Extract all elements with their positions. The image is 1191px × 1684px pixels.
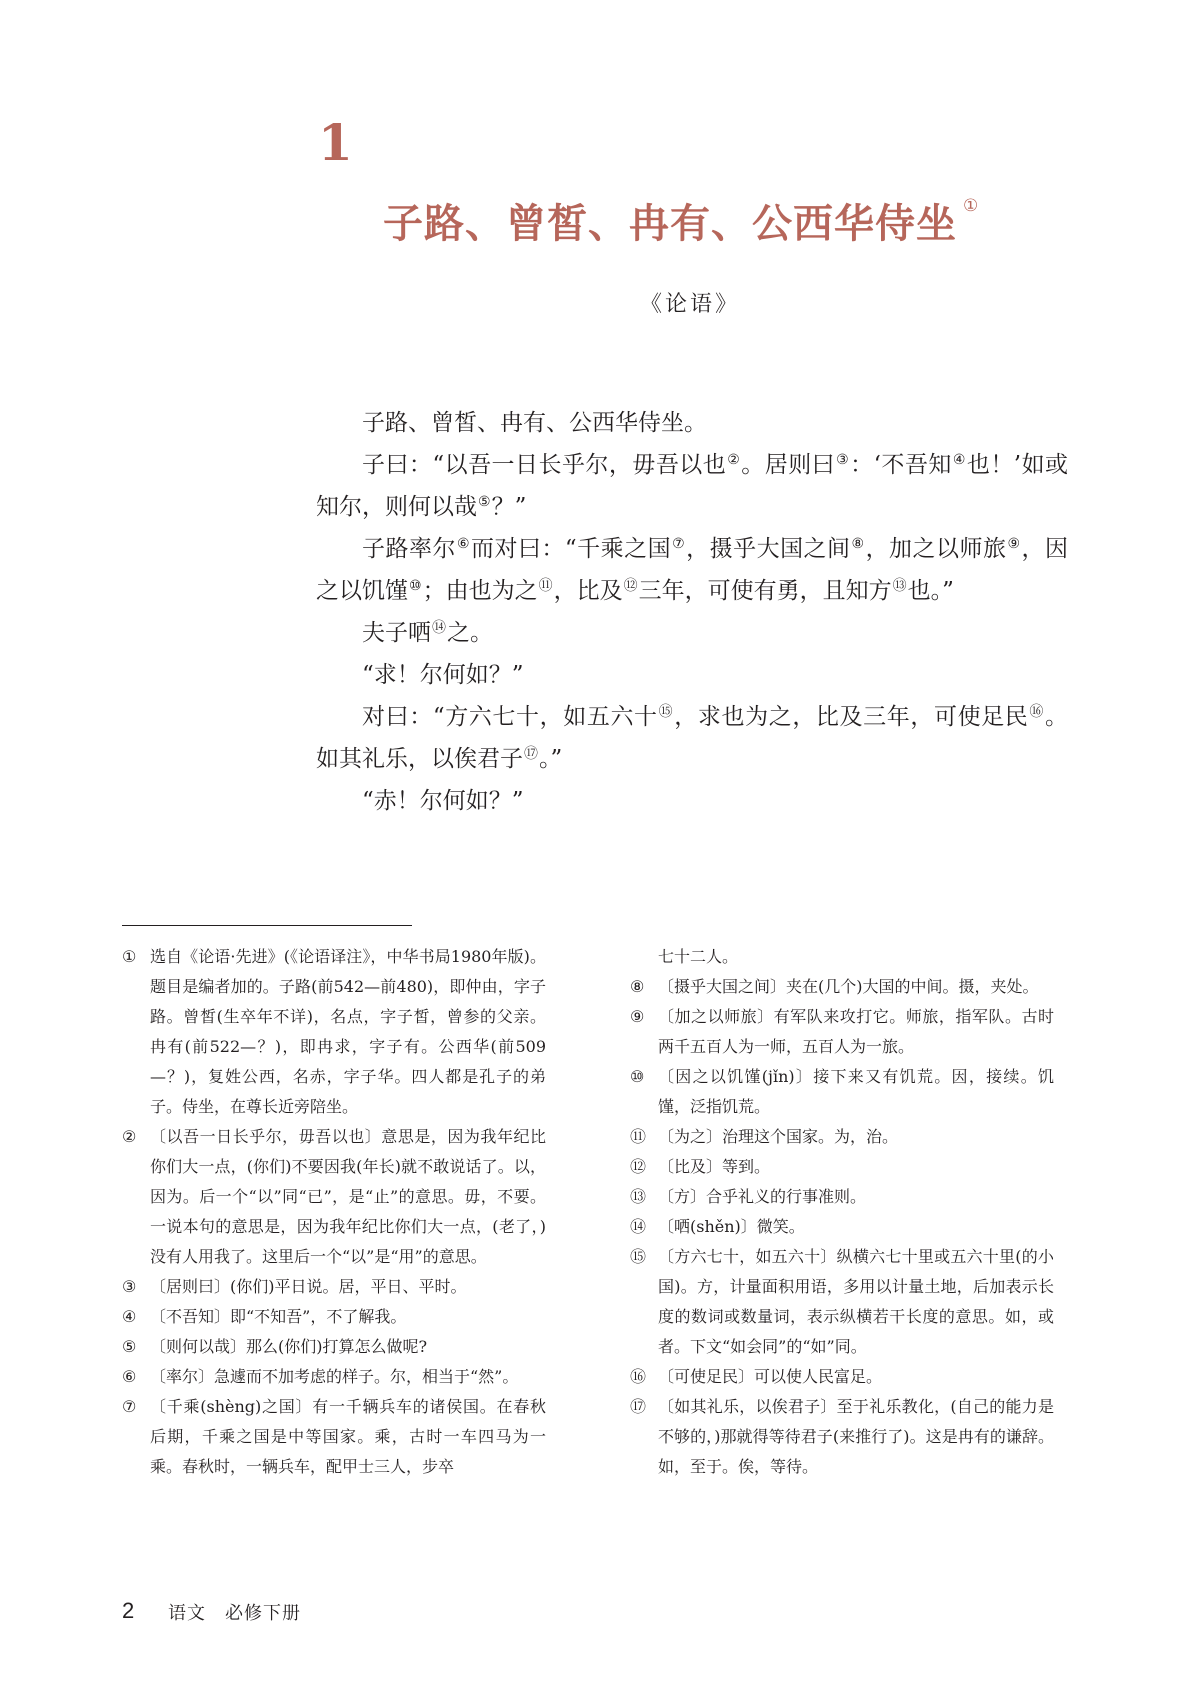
body-text: 也！’如或知尔，则何以哉 bbox=[316, 452, 1069, 520]
footnote bbox=[630, 1002, 1054, 1062]
footnote-text: 〔如其礼乐，以俟君子〕至于礼乐教化，(自己的能力是不够的，)那就得等待君子(来推行了)。这是冉有的谦辞。如，至于。俟，等待。 bbox=[658, 1397, 1054, 1476]
footnote-marker: ④ bbox=[952, 452, 966, 468]
lesson-title-text: 子路、曾皙、冉有、公西华侍坐 bbox=[383, 200, 957, 247]
footnote-number: ⑤ bbox=[122, 1337, 137, 1356]
footnote-marker: ⑯ bbox=[1029, 704, 1045, 720]
body-text: ；由也为之 bbox=[422, 578, 538, 604]
footnote bbox=[122, 1392, 546, 1482]
footnote-number: ③ bbox=[122, 1277, 137, 1296]
footnote-number: ⑭ bbox=[630, 1217, 647, 1236]
footnote-number: ⑮ bbox=[630, 1247, 647, 1266]
body-text: 之。 bbox=[447, 620, 493, 646]
body-text: ？” bbox=[491, 494, 527, 520]
footnote-number: ⑰ bbox=[630, 1397, 647, 1416]
footnote-marker: ⑤ bbox=[478, 494, 491, 510]
footnote-text: 〔居则曰〕(你们)平日说。居，平日、平时。 bbox=[150, 1277, 467, 1296]
body-paragraph bbox=[316, 780, 1068, 822]
footnote bbox=[630, 1242, 1054, 1362]
footnote-number: ⑩ bbox=[630, 1067, 645, 1086]
body-text: ，摄乎大国之间 bbox=[686, 536, 851, 562]
body-text: 而对曰：“千乘之国 bbox=[470, 536, 672, 562]
body-text: “赤！尔何如？” bbox=[362, 788, 524, 814]
footnote-text: 〔哂(shěn)〕微笑。 bbox=[658, 1217, 805, 1236]
footnote-number: ① bbox=[122, 947, 137, 966]
body-text: 三年，可使有勇，且知方 bbox=[638, 578, 892, 604]
footnote-number: ⑯ bbox=[630, 1367, 647, 1386]
body-text: 夫子哂 bbox=[362, 620, 431, 646]
footnote-marker: ⑮ bbox=[658, 704, 674, 720]
lesson-title bbox=[383, 196, 980, 247]
footnote bbox=[122, 1362, 546, 1392]
footnote bbox=[122, 942, 546, 1122]
footnote bbox=[630, 1362, 1054, 1392]
footnote bbox=[122, 1122, 546, 1272]
body-text: ，因之以饥馑 bbox=[316, 536, 1069, 604]
footnote-text: 〔不吾知〕即“不知吾”，不了解我。 bbox=[150, 1307, 407, 1326]
body-text: 也。” bbox=[907, 578, 954, 604]
body-text: 。居则曰 bbox=[741, 452, 836, 478]
body-text: ，比及 bbox=[553, 578, 623, 604]
footnote-text: 〔可使足民〕可以使人民富足。 bbox=[658, 1367, 883, 1386]
body-text: 。” bbox=[539, 746, 563, 772]
page-number: 2 bbox=[122, 1598, 135, 1623]
footnote bbox=[630, 972, 1054, 1002]
footnote-number: ⑧ bbox=[630, 977, 645, 996]
footnote-number: ⑬ bbox=[630, 1187, 647, 1206]
footnote-text: 〔为之〕治理这个国家。为，治。 bbox=[658, 1127, 899, 1146]
body-text: ：‘不吾知 bbox=[850, 452, 952, 478]
body-text: 对曰：“方六七十，如五六十 bbox=[362, 704, 658, 730]
footnote bbox=[630, 942, 1054, 972]
footnote-marker: ⑫ bbox=[623, 578, 638, 594]
footnote-text: 〔方〕合乎礼义的行事准则。 bbox=[658, 1187, 867, 1206]
lesson-number: 1 bbox=[318, 113, 353, 172]
footnote-marker: ⑥ bbox=[456, 536, 470, 552]
footnote-text: 〔率尔〕急遽而不加考虑的样子。尔，相当于“然”。 bbox=[150, 1367, 519, 1386]
body-text: ，加之以师旅 bbox=[865, 536, 1007, 562]
footnote-number: ⑨ bbox=[630, 1007, 645, 1026]
footnote-text: 〔摄乎大国之间〕夹在(几个)大国的中间。摄，夹处。 bbox=[658, 977, 1039, 996]
footnote bbox=[122, 1302, 546, 1332]
footnote-number: ⑪ bbox=[630, 1127, 647, 1146]
footnote-text: 〔则何以哉〕那么(你们)打算怎么做呢? bbox=[150, 1337, 428, 1356]
footnote-marker: ⑧ bbox=[851, 536, 865, 552]
footnote-text: 〔千乘(shèng)之国〕有一千辆兵车的诸侯国。在春秋后期，千乘之国是中等国家。乘，古时一车四马为一乘。春秋时，一辆兵车，配甲士三人，步卒 bbox=[150, 1397, 546, 1476]
footnote-text: 〔方六七十，如五六十〕纵横六七十里或五六十里(的小国)。方，计量面积用语，多用以计量土地，后加表示长度的数词或数量词，表示纵横若干长度的意思。如，或者。下文“如会同”的“如”同。 bbox=[658, 1247, 1054, 1356]
footnote-divider bbox=[122, 925, 412, 926]
body-text: 。如其礼乐，以俟君子 bbox=[316, 704, 1069, 772]
footnote-marker: ⑬ bbox=[892, 578, 907, 594]
footnote-number: ⑦ bbox=[122, 1397, 137, 1416]
footnote-marker: ⑩ bbox=[409, 578, 422, 594]
title-footnote-marker: ① bbox=[963, 196, 980, 216]
footnotes-left-column bbox=[122, 942, 546, 1482]
body-paragraph bbox=[316, 528, 1068, 612]
footnote-text: 选自《论语·先进》(《论语译注》，中华书局1980年版)。题目是编者加的。子路(前542—前480)，即仲由，字子路。曾皙(生卒年不详)，名点，字子皙，曾参的父亲。冉有(前522—？)，即冉求，字子有。公西华(前509—？)，复姓公西，名赤，字子华。四人都是孔子的弟子。侍坐，在尊长近旁陪坐。 bbox=[150, 947, 546, 1116]
body-paragraph bbox=[316, 444, 1068, 528]
footnote bbox=[630, 1392, 1054, 1482]
footnotes-right-column bbox=[630, 942, 1054, 1482]
footnote-text: 〔比及〕等到。 bbox=[658, 1157, 771, 1176]
body-text: 子路率尔 bbox=[362, 536, 456, 562]
footnote-text: 〔以吾一日长乎尔，毋吾以也〕意思是，因为我年纪比你们大一点，(你们)不要因我(年长)就不敢说话了。以，因为。后一个“以”同“已”，是“止”的意思。毋，不要。一说本句的意思是，因为我年纪比你们大一点，(老了，)没有人用我了。这里后一个“以”是“用”的意思。 bbox=[150, 1127, 546, 1266]
book-label: 语文 必修下册 bbox=[168, 1603, 301, 1624]
footnote-text: 〔因之以饥馑(jǐn)〕接下来又有饥荒。因，接续。饥馑，泛指饥荒。 bbox=[658, 1067, 1054, 1116]
footnote-number: ④ bbox=[122, 1307, 137, 1326]
footnote-number: ② bbox=[122, 1127, 137, 1146]
footnote-marker: ⑨ bbox=[1007, 536, 1021, 552]
footnote-number: ⑫ bbox=[630, 1157, 647, 1176]
footnote bbox=[630, 1212, 1054, 1242]
footnote bbox=[122, 1332, 546, 1362]
footnote-text: 七十二人。 bbox=[658, 947, 739, 966]
body-text: 子路、曾皙、冉有、公西华侍坐。 bbox=[362, 410, 707, 436]
footnote-marker: ⑭ bbox=[432, 620, 446, 636]
footnote-marker: ⑪ bbox=[538, 578, 553, 594]
footnote-number: ⑥ bbox=[122, 1367, 137, 1386]
body-text: ，求也为之，比及三年，可使足民 bbox=[674, 704, 1029, 730]
body-text: 子曰：“以吾一日长乎尔，毋吾以也 bbox=[362, 452, 727, 478]
footnote bbox=[630, 1122, 1054, 1152]
footnote bbox=[122, 1272, 546, 1302]
body-paragraph bbox=[316, 402, 1068, 444]
body-text: “求！尔何如？” bbox=[362, 662, 524, 688]
footnote-marker: ⑰ bbox=[524, 746, 538, 762]
body-paragraph bbox=[316, 654, 1068, 696]
body-paragraph bbox=[316, 696, 1068, 780]
footnote-text: 〔加之以师旅〕有军队来攻打它。师旅，指军队。古时两千五百人为一师，五百人为一旅。 bbox=[658, 1007, 1054, 1056]
main-text bbox=[316, 402, 1068, 822]
footnote bbox=[630, 1062, 1054, 1122]
footnote-marker: ③ bbox=[836, 452, 850, 468]
footnote-marker: ② bbox=[727, 452, 741, 468]
footnote-marker: ⑦ bbox=[672, 536, 686, 552]
lesson-source: 《论语》 bbox=[640, 292, 741, 317]
footnote bbox=[630, 1182, 1054, 1212]
body-paragraph bbox=[316, 612, 1068, 654]
footnote bbox=[630, 1152, 1054, 1182]
